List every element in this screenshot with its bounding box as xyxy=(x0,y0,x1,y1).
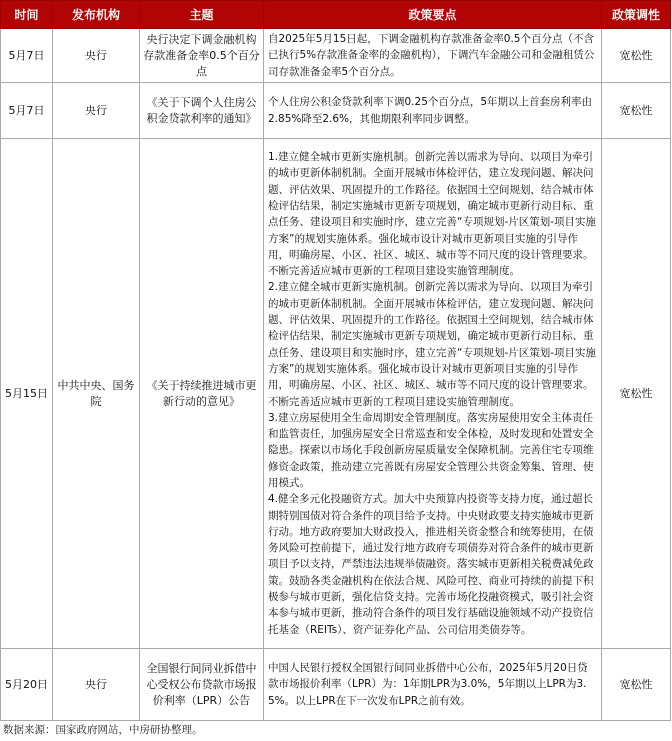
header-topic: 主题 xyxy=(140,1,264,29)
header-date: 时间 xyxy=(1,1,53,29)
header-points: 政策要点 xyxy=(264,1,602,29)
header-tone: 政策调性 xyxy=(602,1,671,29)
cell-org: 央行 xyxy=(53,83,140,139)
cell-points xyxy=(264,139,602,649)
cell-topic: 全国银行间同业拆借中心受权公布贷款市场报价利率（LPR）公告 xyxy=(140,649,264,721)
table-header-row xyxy=(1,1,671,29)
policy-point: 中国人民银行授权全国银行间同业拆借中心公布，2025年5月20日贷款市场报价利率（LPR）为：1年期LPR为3.0%，5年期以上LPR为3.5%。以上LPR在下一次发布LPR之前有效。 xyxy=(268,662,588,707)
data-source-note: 数据来源：国家政府网站，中房研协整理。 xyxy=(3,724,203,736)
table-row xyxy=(1,29,671,83)
cell-topic: 《关于下调个人住房公积金贷款利率的通知》 xyxy=(140,83,264,139)
policy-point: 自2025年5月15日起，下调金融机构存款准备金率0.5个百分点（不含已执行5%存款准备金率的金融机构），下调汽车金融公司和金融租赁公司存款准备金率5个百分点。 xyxy=(268,33,595,78)
cell-tone: 宽松性 xyxy=(602,649,671,721)
header-org: 发布机构 xyxy=(53,1,140,29)
cell-date: 5月7日 xyxy=(1,29,53,83)
policy-point: 3.建立房屋使用全生命周期安全管理制度。落实房屋使用安全主体责任和监管责任，加强房屋安全日常巡查和安全体检，及时发现和处置安全隐患。探索以市场化手段创新房屋质量安全保障机制。完善住宅专项维修资金政策，推动建立完善既有房屋安全管理公共资金筹集、管理、使用模式。 xyxy=(268,411,594,489)
table-row xyxy=(1,649,671,721)
cell-org: 央行 xyxy=(53,29,140,83)
cell-tone: 宽松性 xyxy=(602,29,671,83)
cell-tone: 宽松性 xyxy=(602,83,671,139)
cell-points xyxy=(264,29,602,83)
cell-date: 5月15日 xyxy=(1,139,53,649)
policy-point: 4.健全多元化投融资方式。加大中央预算内投资等支持力度，通过超长期特别国债对符合条件的项目给予支持。中央财政要支持实施城市更新行动。地方政府要加大财政投入，推进相关资金整合和统筹使用，在债务风险可控前提下，通过发行地方政府专项债券对符合条件的城市更新项目予以支持，严禁违法违规举债融资。落实城市更新相关税费减免政策。鼓励各类金融机构在依法合规、风险可控、商业可持续的前提下积极参与城市更新，强化信贷支持。完善市场化投融资模式，吸引社会资本参与城市更新，推动符合条件的项目发行基础设施领域不动产投资信托基金（REITs）、资产证券化产品、公司信用类债券等。 xyxy=(268,493,594,636)
cell-points xyxy=(264,83,602,139)
cell-topic: 央行决定下调金融机构存款准备金率0.5个百分点 xyxy=(140,29,264,83)
policy-point: 2.建立健全城市更新实施机制。创新完善以需求为导向、以项目为牵引的城市更新体制机制。全面开展城市体检评估，建立发现问题、解决问题、评估效果、巩固提升的工作路径。依据国土空间规划，结合城市体检评估结果，制定实施城市更新专项规划，确定城市更新行动目标、重点任务、建设项目和实施时序，建立完善“专项规划-片区策划-项目实施方案”的规划实施体系。强化城市设计对城市更新项目实施的引导作用，明确房屋、小区、社区、城区、城市等不同尺度的设计管理要求。不断完善适应城市更新的工程项目建设实施管理制度。 xyxy=(268,281,597,408)
cell-points xyxy=(264,649,602,721)
cell-topic: 《关于持续推进城市更新行动的意见》 xyxy=(140,139,264,649)
cell-tone: 宽松性 xyxy=(602,139,671,649)
table-row xyxy=(1,83,671,139)
cell-date: 5月7日 xyxy=(1,83,53,139)
cell-org: 央行 xyxy=(53,649,140,721)
cell-org: 中共中央、国务院 xyxy=(53,139,140,649)
policy-point: 个人住房公积金贷款利率下调0.25个百分点，5年期以上首套房利率由2.85%降至2.6%，其他期限利率同步调整。 xyxy=(268,96,593,125)
policy-point: 1.建立健全城市更新实施机制。创新完善以需求为导向、以项目为牵引的城市更新体制机制。全面开展城市体检评估，建立发现问题、解决问题、评估效果、巩固提升的工作路径。依据国土空间规划，结合城市体检评估结果，制定实施城市更新专项规划，确定城市更新行动目标、重点任务、建设项目和实施时序，建立完善“专项规划-片区策划-项目实施方案”的规划实施体系。强化城市设计对城市更新项目实施的引导作用，明确房屋、小区、社区、城区、城市等不同尺度的设计管理要求。不断完善适应城市更新的工程项目建设实施管理制度。 xyxy=(268,151,597,278)
table-row xyxy=(1,139,671,649)
cell-date: 5月20日 xyxy=(1,649,53,721)
